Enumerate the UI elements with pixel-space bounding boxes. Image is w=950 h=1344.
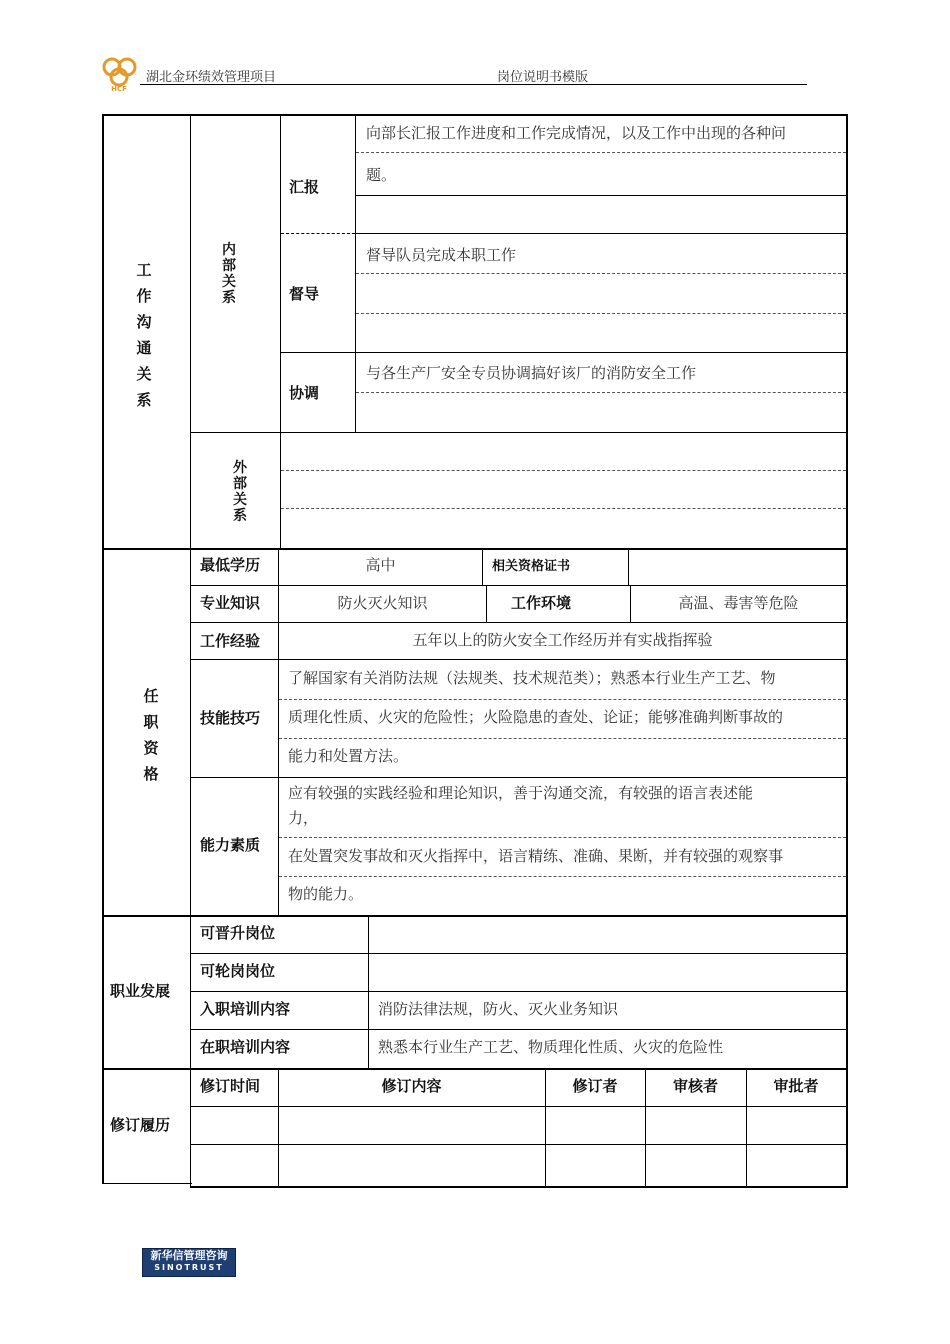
document-title: 岗位说明书模版 bbox=[497, 70, 589, 85]
project-name: 湖北金环绩效管理项目 bbox=[146, 70, 277, 85]
header-rule bbox=[140, 84, 807, 85]
knowledge-label: 专业知识 bbox=[200, 594, 261, 612]
supervise-label: 督导 bbox=[289, 285, 320, 303]
knowledge-value: 防火灭火知识 bbox=[337, 594, 428, 612]
education-value: 高中 bbox=[365, 556, 396, 574]
ability-line2: 力， bbox=[288, 809, 319, 827]
environment-value: 高温、毒害等危险 bbox=[678, 594, 799, 612]
experience-value: 五年以上的防火安全工作经历并有实战指挥验 bbox=[412, 631, 713, 649]
onboard-training-label: 入职培训内容 bbox=[200, 1000, 291, 1018]
qualification-title: 任 职 资 格 bbox=[143, 687, 159, 783]
revision-title: 修订履历 bbox=[110, 1116, 171, 1134]
education-label: 最低学历 bbox=[200, 556, 261, 574]
skills-line3: 能力和处置方法。 bbox=[288, 747, 409, 765]
table-left-border bbox=[102, 114, 104, 1184]
ability-label: 能力素质 bbox=[200, 836, 261, 854]
skills-line2: 质理化性质、火灾的危险性；火险隐患的查处、论证；能够准确判断事故的 bbox=[288, 708, 784, 726]
rotate-label: 可轮岗岗位 bbox=[200, 962, 276, 980]
revision-col-reviewer: 审核者 bbox=[672, 1077, 718, 1095]
promote-label: 可晋升岗位 bbox=[200, 924, 276, 942]
table-top-border bbox=[102, 114, 848, 116]
skills-line1: 了解国家有关消防法规（法规类、技术规范类）；熟悉本行业生产工艺、物 bbox=[288, 669, 776, 687]
environment-label: 工作环境 bbox=[511, 594, 572, 612]
revision-col-approver: 审批者 bbox=[773, 1077, 819, 1095]
supervise-text: 督导队员完成本职工作 bbox=[366, 246, 517, 264]
internal-relations-label: 内 部 关 系 bbox=[222, 242, 236, 306]
career-title: 职业发展 bbox=[110, 982, 171, 1000]
report-label: 汇报 bbox=[289, 178, 320, 196]
experience-label: 工作经验 bbox=[200, 632, 261, 650]
ability-line3: 在处置突发事故和灭火指挥中，语言精练、准确、果断，并有较强的观察事 bbox=[288, 847, 784, 865]
external-relations-label: 外 部 关 系 bbox=[233, 460, 247, 524]
onboard-training-value: 消防法律法规，防火、灭火业务知识 bbox=[378, 1000, 619, 1018]
onjob-training-value: 熟悉本行业生产工艺、物质理化性质、火灾的危险性 bbox=[378, 1038, 724, 1056]
ability-line1: 应有较强的实践经验和理论知识，善于沟通交流，有较强的语言表述能 bbox=[288, 784, 754, 802]
table-right-border bbox=[846, 114, 848, 1187]
table-bottom-border bbox=[190, 1186, 848, 1188]
certificate-label: 相关资格证书 bbox=[492, 559, 571, 574]
onjob-training-label: 在职培训内容 bbox=[200, 1038, 291, 1056]
skills-label: 技能技巧 bbox=[200, 709, 261, 727]
revision-col-content: 修订内容 bbox=[381, 1077, 442, 1095]
sinotrust-logo: 新华信管理咨询 SINOTRUST bbox=[142, 1248, 236, 1277]
revision-col-time: 修订时间 bbox=[200, 1077, 261, 1095]
revision-col-reviser: 修订者 bbox=[572, 1077, 618, 1095]
ability-line4: 物的能力。 bbox=[288, 885, 364, 903]
hcf-logo-icon bbox=[100, 55, 140, 93]
svg-text:HCF: HCF bbox=[111, 85, 127, 93]
report-text-line1: 向部长汇报工作进度和工作完成情况，以及工作中出现的各种问 bbox=[366, 124, 787, 142]
report-text-line2: 题。 bbox=[366, 166, 397, 184]
communication-title: 工 作 沟 通 关 系 bbox=[136, 261, 152, 409]
coordinate-label: 协调 bbox=[289, 384, 320, 402]
coordinate-text: 与各生产厂安全专员协调搞好该厂的消防安全工作 bbox=[366, 364, 697, 382]
